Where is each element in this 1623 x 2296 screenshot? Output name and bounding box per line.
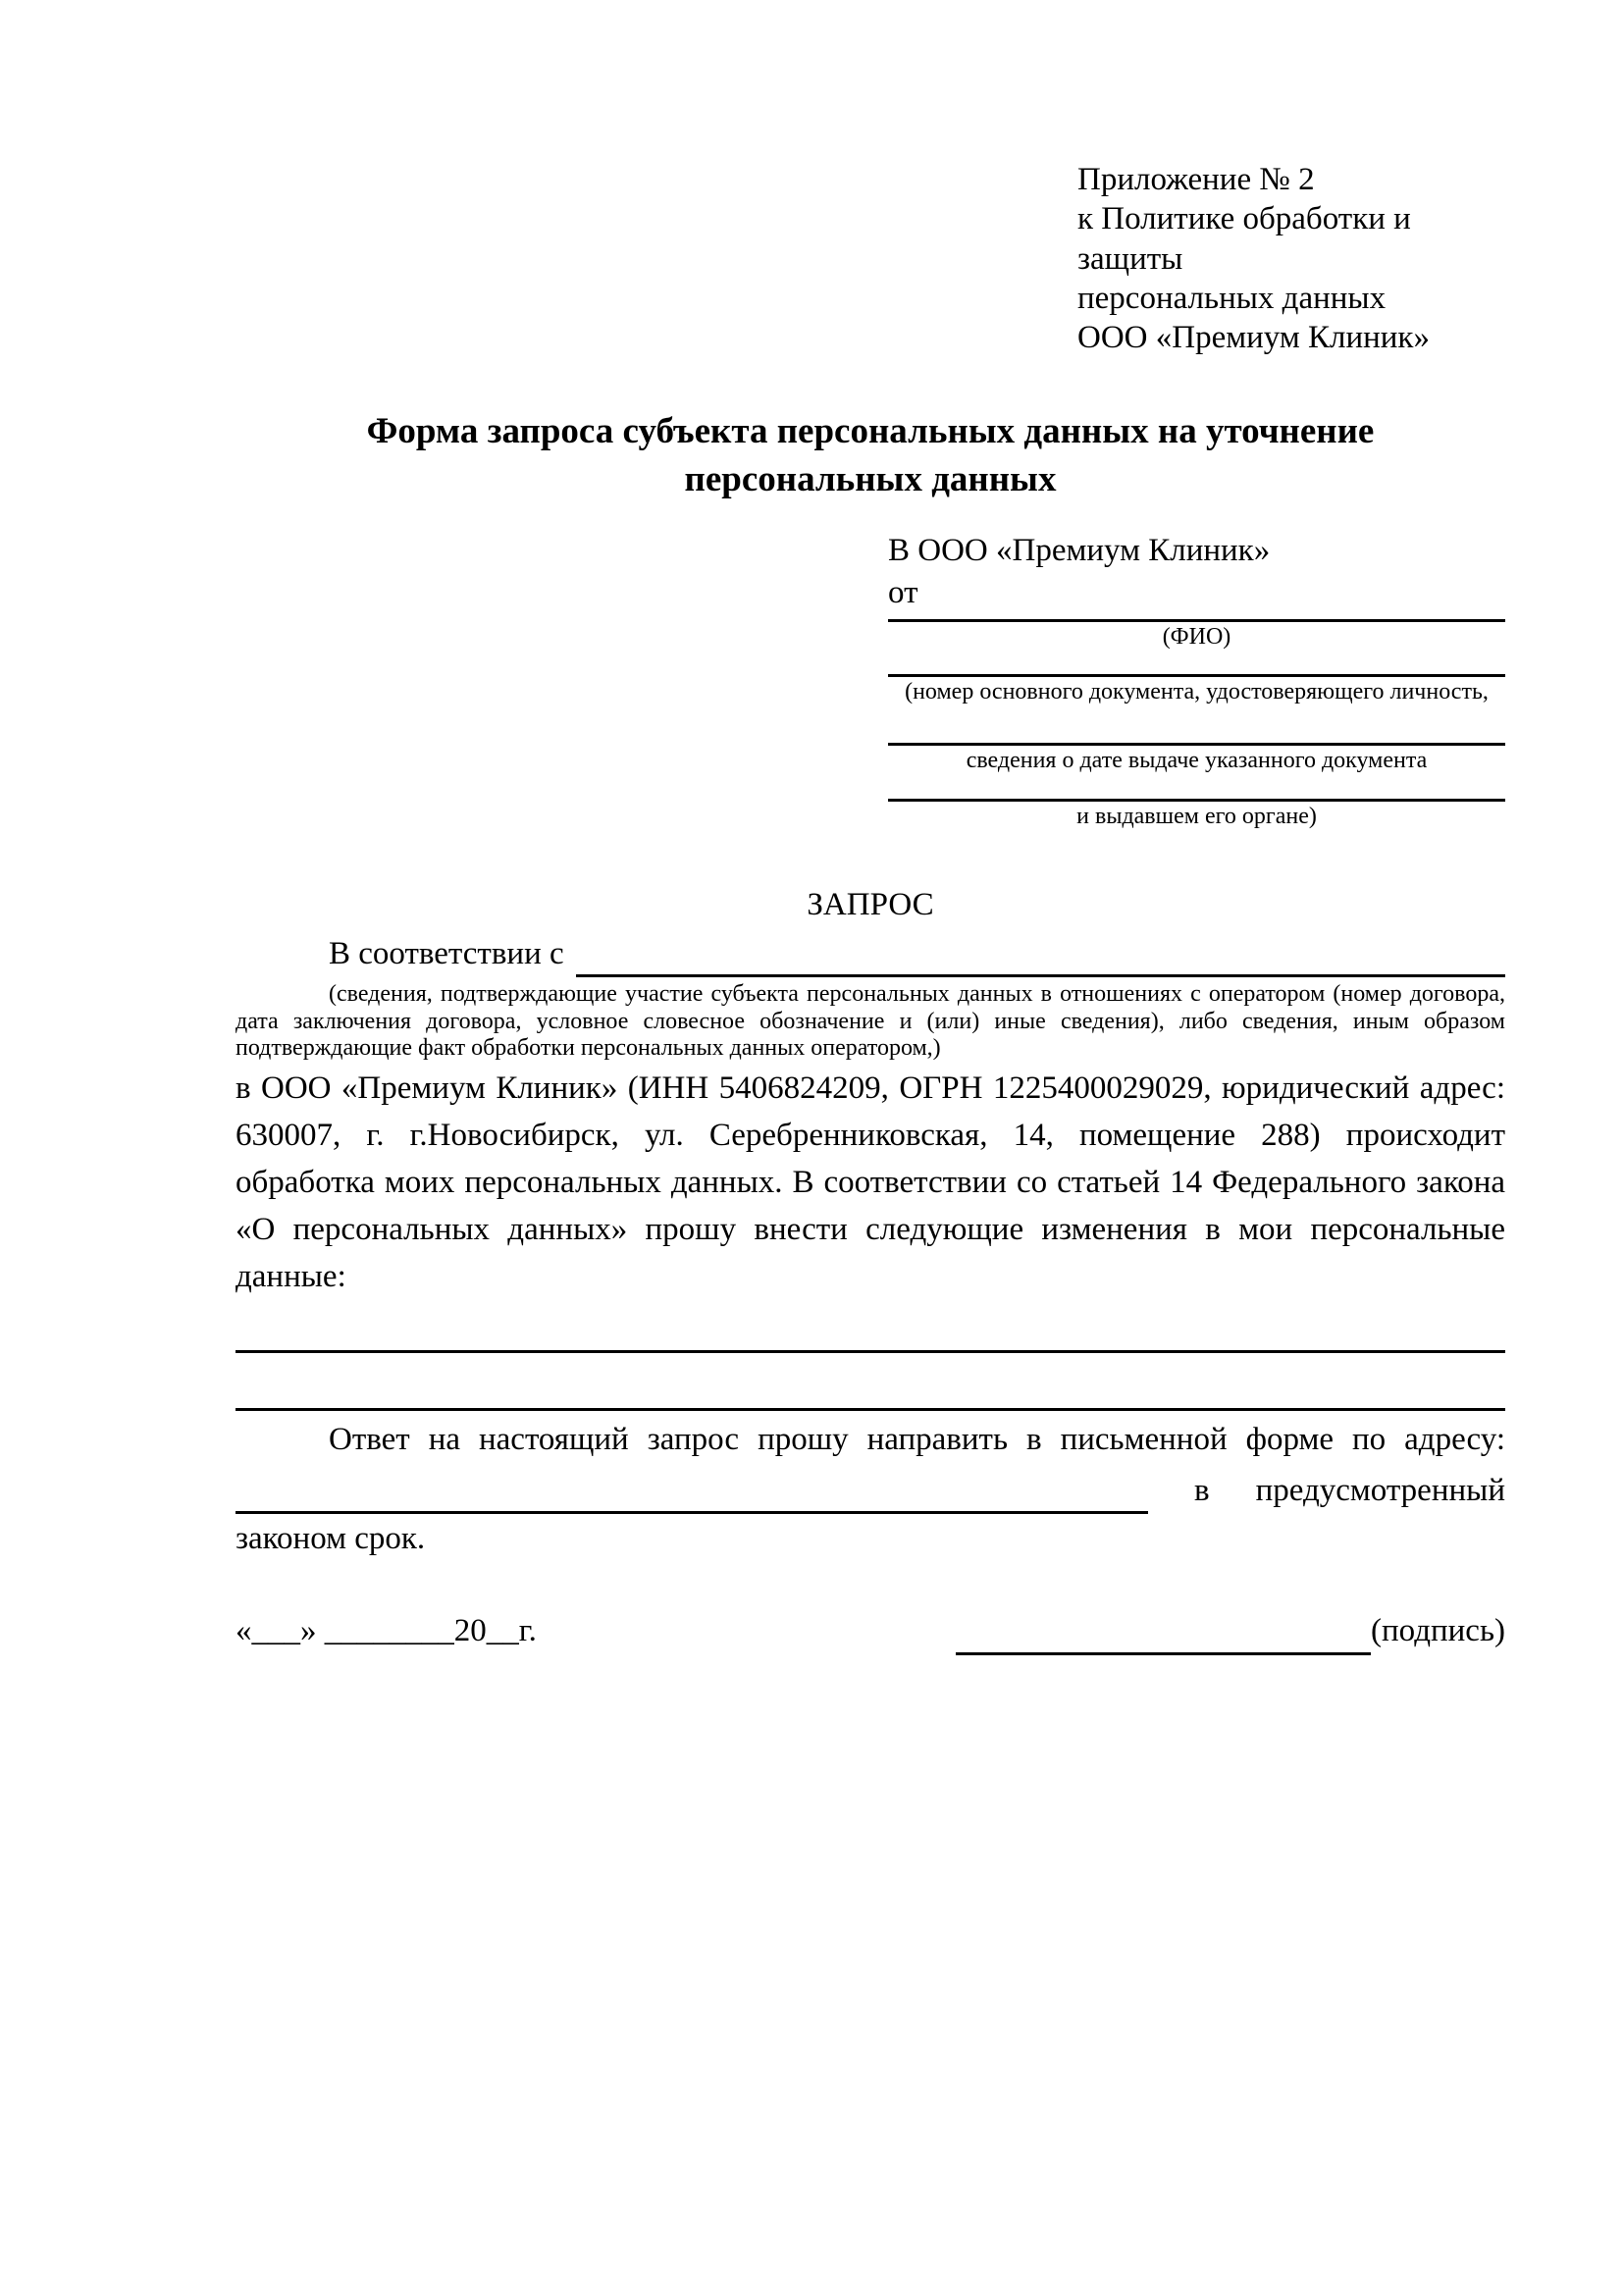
signature-cell	[956, 1608, 1505, 1655]
answer-line-3: законом срок.	[236, 1521, 426, 1557]
issuing-authority-blank-line[interactable]	[888, 775, 1505, 802]
fio-blank-line[interactable]	[888, 614, 1505, 622]
appendix-line-3: персональных данных	[1077, 280, 1387, 316]
form-title-line-2: персональных данных	[684, 459, 1057, 500]
changes-blank-line-2[interactable]	[236, 1408, 1505, 1411]
appendix-line-1: Приложение № 2	[1077, 162, 1315, 197]
signature-blank-line[interactable]	[956, 1616, 1371, 1655]
date-signature-row	[236, 1608, 1505, 1655]
note-text: (сведения, подтверждающие участие субъекта персональных данных в отношениях с оператором (номер договора, дата заключения договора, условное словесное обозначение и (или) иные сведения), либо сведения, иным образом подтверждающие факт обработки персональных данных оператором,)	[236, 981, 1505, 1062]
issuing-authority-caption: и выдавшем его органе)	[1076, 803, 1317, 829]
answer-line-1: Ответ на настоящий запрос прошу направить в письменной форме по адресу:	[329, 1421, 1505, 1457]
appendix-header	[1077, 160, 1505, 357]
accordance-blank-line[interactable]	[576, 938, 1505, 977]
document-number-blank-line[interactable]	[888, 652, 1505, 677]
fio-caption: (ФИО)	[1162, 623, 1231, 650]
answer-line-2	[236, 1468, 1505, 1515]
form-title-line-1: Форма запроса субъекта персональных данных на уточнение	[366, 411, 1375, 452]
addressee-block	[888, 530, 1505, 831]
request-heading: ЗАПРОС	[807, 886, 934, 922]
appendix-line-2: к Политике обработки и защиты	[1077, 201, 1411, 277]
signature-caption: (подпись)	[1371, 1613, 1505, 1649]
document-number-caption: (номер основного документа, удостоверяющего личность,	[905, 678, 1489, 704]
accordance-label: В соответствии с	[329, 935, 564, 971]
addressee-from: от	[888, 574, 918, 610]
issue-date-blank-line[interactable]	[888, 706, 1505, 746]
answer-word-2: предусмотренный	[1255, 1472, 1505, 1508]
address-blank-line[interactable]	[236, 1477, 1148, 1514]
body-paragraph: в ООО «Премиум Клиник» (ИНН 5406824209, ОГРН 1225400029029, юридический адрес: 630007, г. г.Новосибирск, ул. Серебренниковская, 14, помещение 288) происходит обработка моих персональных данных. В соответствии со статьей 14 Федерального закона «О персональных данных» прошу внести следующие изменения в мои персональные данные:	[236, 1070, 1505, 1294]
accordance-line	[236, 931, 1505, 978]
date-line[interactable]: «___» ________20__г.	[236, 1613, 537, 1649]
changes-blank-line-1[interactable]	[236, 1350, 1505, 1353]
form-title	[236, 408, 1505, 504]
issue-date-caption: сведения о дате выдаче указанного документа	[966, 747, 1428, 773]
answer-word-1: в	[1194, 1472, 1210, 1508]
addressee-to: В ООО «Премиум Клиник»	[888, 532, 1271, 568]
appendix-line-4: ООО «Премиум Клиник»	[1077, 320, 1430, 355]
